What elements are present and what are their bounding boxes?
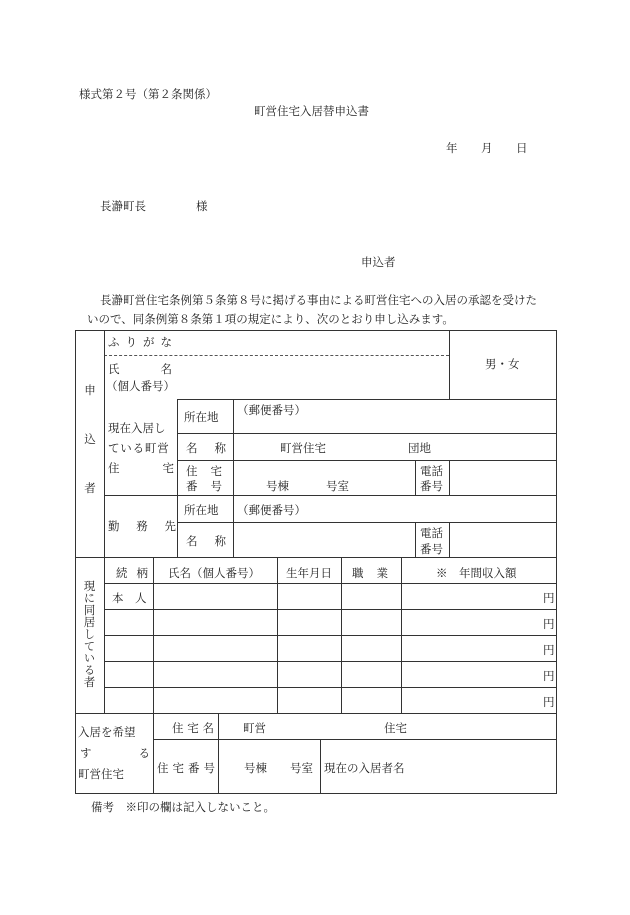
gender-field[interactable]: 男・女 [485, 357, 520, 371]
applicant-side-label: 申 込 者 [84, 383, 96, 495]
header-job: 職 業 [352, 566, 388, 580]
meisho-label: 名 称 [186, 441, 226, 455]
desired-house-number-label: 住 宅 番 号 [157, 761, 215, 775]
current-residence-label-1: 現在入居し [108, 421, 166, 435]
phone-label-2: 番号 [420, 479, 443, 493]
work-location-label: 所在地 [184, 503, 219, 517]
desired-house-name-label: 住 宅 名 [172, 721, 214, 735]
form-number: 様式第２号（第２条関係） [79, 87, 217, 101]
header-name: 氏名（個人番号） [168, 566, 260, 580]
header-birth: 生年月日 [286, 566, 332, 580]
intro-line-1: 長瀞町営住宅条例第５条第８号に掲げる事由による町営住宅への入居の承認を受けた [100, 293, 537, 307]
date-day-label: 日 [516, 141, 528, 155]
location-label: 所在地 [184, 410, 219, 424]
row-yen: 円 [543, 669, 555, 683]
workplace-label: 勤 務 先 [108, 519, 176, 533]
intro-line-2: いので、同条例第８条第１項の規定により、次のとおり申し込みます。 [87, 312, 454, 326]
building-text: 号棟 [266, 479, 289, 493]
danchi-text: 団地 [408, 441, 431, 455]
furigana-label: ふ り が な [108, 335, 172, 349]
name-label: 氏 名 [108, 362, 172, 376]
current-residence-label-2: ている町営 [108, 441, 170, 455]
date-year-label: 年 [446, 141, 458, 155]
desired-label-2: す る [80, 746, 150, 760]
desired-label-3: 町営住宅 [78, 767, 124, 781]
desired-building-text: 号棟 [244, 761, 267, 775]
desired-room-text: 号室 [290, 761, 313, 775]
postal-code-field[interactable]: （郵便番号） [237, 403, 306, 417]
row-yen: 円 [543, 695, 555, 709]
current-residence-label-3: 住 宅 [108, 461, 174, 475]
desired-label-1: 入居を希望 [78, 725, 136, 739]
row-yen: 円 [543, 591, 555, 605]
phone-label-1: 電話 [420, 464, 443, 478]
work-phone-label-1: 電話 [420, 526, 443, 540]
document-title: 町営住宅入居替申込書 [254, 104, 369, 118]
my-number-label: （個人番号） [106, 379, 175, 393]
desired-town-text: 町営 [243, 721, 266, 735]
applicant-label: 申込者 [361, 255, 396, 269]
row-yen: 円 [543, 643, 555, 657]
work-postal-code-field[interactable]: （郵便番号） [237, 503, 306, 517]
row-yen: 円 [543, 617, 555, 631]
header-income: ※ 年間収入額 [436, 566, 517, 580]
honorific: 様 [196, 199, 208, 213]
row-relation: 本 人 [112, 591, 147, 605]
work-phone-label-2: 番号 [420, 542, 443, 556]
house-no-label-2: 番 号 [186, 479, 222, 493]
household-side-label: 現に同居している者 [82, 580, 97, 688]
work-meisho-label: 名 称 [186, 534, 226, 548]
town-housing-text: 町営住宅 [280, 441, 326, 455]
desired-jutaku-text: 住宅 [384, 721, 407, 735]
addressee: 長瀞町長 [100, 199, 146, 213]
current-resident-label: 現在の入居者名 [324, 761, 405, 775]
header-relation: 続 柄 [116, 566, 148, 580]
date-month-label: 月 [481, 141, 493, 155]
room-text: 号室 [326, 479, 349, 493]
remarks-note: 備考 ※印の欄は記入しないこと。 [91, 800, 275, 814]
house-no-label-1: 住 宅 [186, 464, 222, 478]
